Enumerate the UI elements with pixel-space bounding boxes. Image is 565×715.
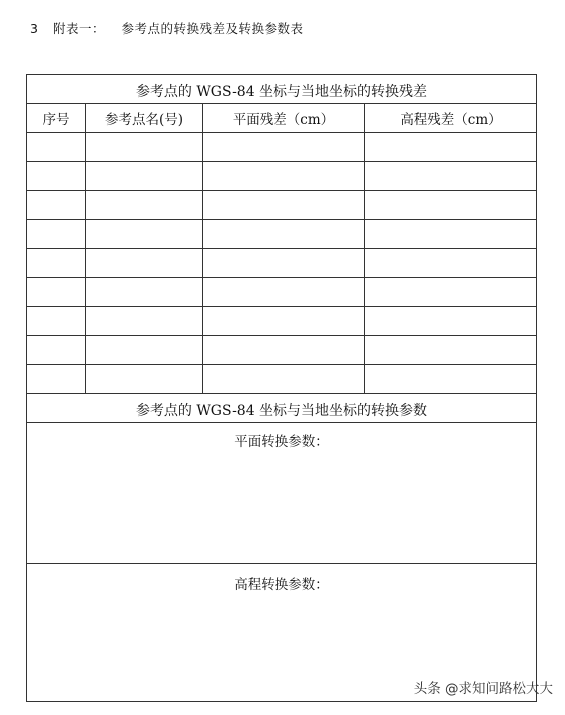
column-header-plane-residual: 平面残差（cm） bbox=[203, 104, 365, 132]
table-row bbox=[27, 162, 536, 191]
cell-height-residual[interactable] bbox=[365, 336, 537, 364]
table-row bbox=[27, 249, 536, 278]
cell-height-residual[interactable] bbox=[365, 191, 537, 219]
cell-point-name[interactable] bbox=[86, 365, 203, 393]
table-row bbox=[27, 365, 536, 394]
column-header-point-name: 参考点名(号) bbox=[86, 104, 203, 132]
cell-plane-residual[interactable] bbox=[203, 133, 365, 161]
section-number: 3 bbox=[30, 21, 39, 36]
cell-index[interactable] bbox=[27, 133, 86, 161]
cell-point-name[interactable] bbox=[86, 191, 203, 219]
cell-index[interactable] bbox=[27, 162, 86, 190]
cell-height-residual[interactable] bbox=[365, 307, 537, 335]
cell-plane-residual[interactable] bbox=[203, 336, 365, 364]
cell-point-name[interactable] bbox=[86, 220, 203, 248]
table-row bbox=[27, 278, 536, 307]
cell-plane-residual[interactable] bbox=[203, 249, 365, 277]
residual-header-row bbox=[27, 104, 536, 133]
column-header-index: 序号 bbox=[27, 104, 86, 132]
cell-height-residual[interactable] bbox=[365, 220, 537, 248]
residual-title-row bbox=[27, 75, 536, 104]
cell-index[interactable] bbox=[27, 307, 86, 335]
cell-height-residual[interactable] bbox=[365, 365, 537, 393]
cell-point-name[interactable] bbox=[86, 336, 203, 364]
cell-index[interactable] bbox=[27, 336, 86, 364]
table-row bbox=[27, 307, 536, 336]
section-title: 参考点的转换残差及转换参数表 bbox=[121, 21, 304, 36]
cell-point-name[interactable] bbox=[86, 278, 203, 306]
cell-index[interactable] bbox=[27, 220, 86, 248]
height-params-label: 高程转换参数： bbox=[234, 577, 329, 593]
cell-point-name[interactable] bbox=[86, 162, 203, 190]
cell-plane-residual[interactable] bbox=[203, 365, 365, 393]
table-row bbox=[27, 220, 536, 249]
appendix-label: 附表一： bbox=[52, 21, 105, 36]
table-row bbox=[27, 133, 536, 162]
cell-point-name[interactable] bbox=[86, 133, 203, 161]
cell-index[interactable] bbox=[27, 365, 86, 393]
cell-plane-residual[interactable] bbox=[203, 162, 365, 190]
column-header-height-residual: 高程残差（cm） bbox=[400, 112, 502, 128]
table-row bbox=[27, 336, 536, 365]
cell-height-residual[interactable] bbox=[365, 162, 537, 190]
cell-point-name[interactable] bbox=[86, 249, 203, 277]
residual-table-title: 参考点的 WGS-84 坐标与当地坐标的转换残差 bbox=[135, 84, 428, 100]
cell-index[interactable] bbox=[27, 191, 86, 219]
conversion-form bbox=[26, 74, 537, 702]
cell-index[interactable] bbox=[27, 278, 86, 306]
cell-plane-residual[interactable] bbox=[203, 220, 365, 248]
cell-height-residual[interactable] bbox=[365, 133, 537, 161]
plane-params-label: 平面转换参数： bbox=[234, 434, 329, 450]
table-row bbox=[27, 191, 536, 220]
cell-point-name[interactable] bbox=[86, 307, 203, 335]
params-table-title: 参考点的 WGS-84 坐标与当地坐标的转换参数 bbox=[135, 403, 428, 419]
source-watermark: 头条 @求知问路松大大 bbox=[413, 681, 553, 697]
cell-plane-residual[interactable] bbox=[203, 191, 365, 219]
cell-plane-residual[interactable] bbox=[203, 307, 365, 335]
params-title-row bbox=[27, 394, 536, 423]
section-heading bbox=[30, 19, 303, 37]
cell-height-residual[interactable] bbox=[365, 278, 537, 306]
plane-params-box[interactable] bbox=[27, 423, 536, 564]
cell-index[interactable] bbox=[27, 249, 86, 277]
cell-height-residual[interactable] bbox=[365, 249, 537, 277]
cell-plane-residual[interactable] bbox=[203, 278, 365, 306]
